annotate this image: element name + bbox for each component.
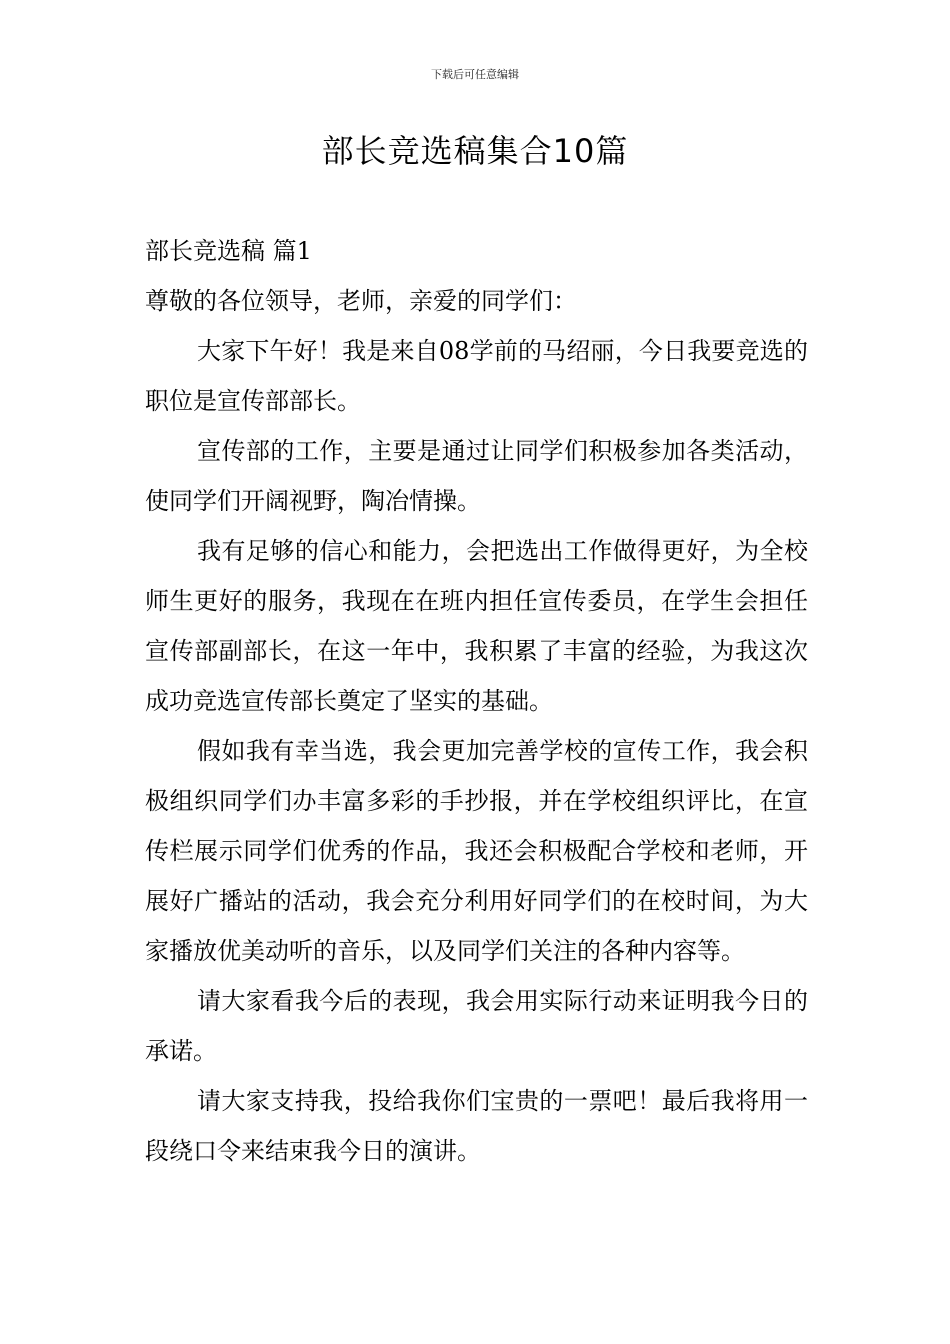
- document-body: [145, 226, 808, 1176]
- paragraph: 假如我有幸当选，我会更加完善学校的宣传工作，我会积极组织同学们办丰富多彩的手抄报，并在学校组织评比，在宣传栏展示同学们优秀的作品，我还会积极配合学校和老师，开展好广播站的活动，我会充分利用好同学们的在校时间，为大家播放优美动听的音乐，以及同学们关注的各种内容等。: [145, 737, 808, 965]
- greeting: 尊敬的各位领导，老师，亲爱的同学们：: [145, 287, 577, 315]
- section-heading: 部长竞选稿 篇1: [145, 237, 312, 265]
- document-title: 部长竞选稿集合10篇: [321, 132, 629, 170]
- paragraph: 我有足够的信心和能力，会把选出工作做得更好，为全校师生更好的服务，我现在在班内担任宣传委员，在学生会担任宣传部副部长，在这一年中，我积累了丰富的经验，为我这次成功竞选宣传部长奠定了坚实的基础。: [145, 537, 808, 715]
- paragraph: 宣传部的工作，主要是通过让同学们积极参加各类活动，使同学们开阔视野，陶冶情操。: [145, 437, 808, 515]
- header-note: 下载后可任意编辑: [431, 68, 519, 81]
- paragraph: 请大家支持我，投给我你们宝贵的一票吧！最后我将用一段绕口令来结束我今日的演讲。: [145, 1087, 808, 1165]
- paragraph: 请大家看我今后的表现，我会用实际行动来证明我今日的承诺。: [145, 987, 808, 1065]
- paragraph: 大家下午好！我是来自08学前的马绍丽，今日我要竞选的职位是宣传部部长。: [145, 337, 808, 415]
